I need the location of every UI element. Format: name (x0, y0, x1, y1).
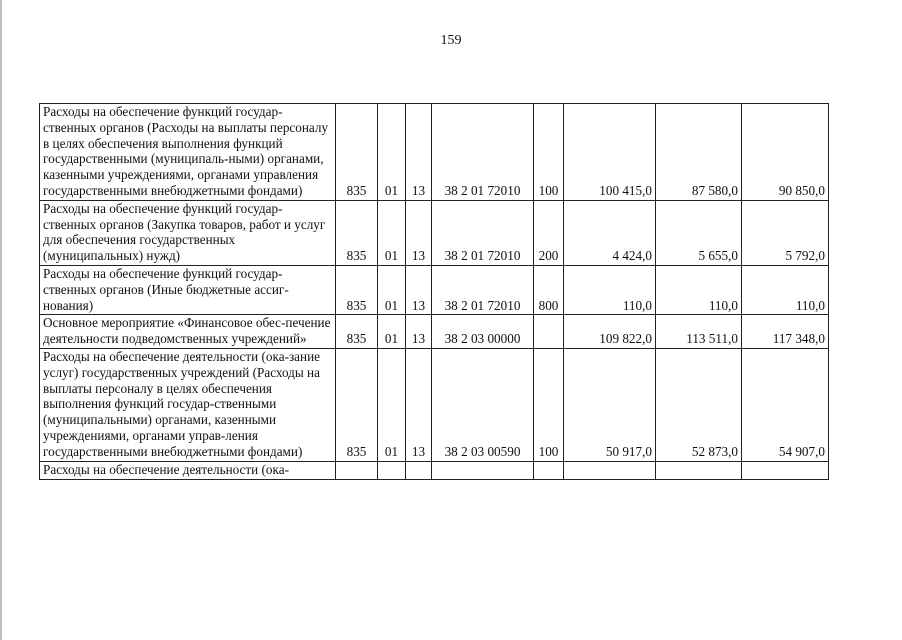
year1-amount-cell (564, 461, 656, 479)
table-row (40, 104, 829, 201)
grbs-cell: 835 (336, 104, 378, 201)
row-description: Расходы на обеспечение деятельности (ока-зание услуг) государственных учреждений (Расходы на выплаты персоналу в целях обеспечения выполнения функций государ-ственными (муниципальными) органами, казенными учреждениями, органами управ-ления государственными внебюджетными фондами) (40, 348, 336, 461)
grbs-cell: 835 (336, 348, 378, 461)
table-row (40, 348, 829, 461)
target-article-cell: 38 2 03 00000 (432, 315, 534, 349)
expense-type-cell (534, 461, 564, 479)
grbs-cell: 835 (336, 315, 378, 349)
year2-amount-cell: 87 580,0 (656, 104, 742, 201)
page-number: 159 (440, 33, 462, 48)
target-article-cell (432, 461, 534, 479)
grbs-cell: 835 (336, 265, 378, 314)
section-cell: 01 (378, 348, 406, 461)
year3-amount-cell (742, 461, 829, 479)
year1-amount-cell: 50 917,0 (564, 348, 656, 461)
row-description: Расходы на обеспечение функций государ-ственных органов (Расходы на выплаты персоналу в целях обеспечения выполнения функций государственными (муниципаль-ными) органами, казенными учреждениями, органами управления государственными внебюджетными фондами) (40, 104, 336, 201)
target-article-cell: 38 2 03 00590 (432, 348, 534, 461)
year3-amount-cell: 117 348,0 (742, 315, 829, 349)
target-article-cell: 38 2 01 72010 (432, 104, 534, 201)
year2-amount-cell: 110,0 (656, 265, 742, 314)
year3-amount-cell: 110,0 (742, 265, 829, 314)
subsection-cell: 13 (406, 265, 432, 314)
expense-type-cell: 100 (534, 104, 564, 201)
grbs-cell: 835 (336, 200, 378, 265)
year2-amount-cell: 5 655,0 (656, 200, 742, 265)
budget-table (39, 103, 829, 480)
expense-type-cell: 100 (534, 348, 564, 461)
expense-type-cell (534, 315, 564, 349)
scan-left-edge (0, 0, 2, 640)
table-row (40, 315, 829, 349)
expense-type-cell: 800 (534, 265, 564, 314)
row-description: Расходы на обеспечение деятельности (ока- (40, 461, 336, 479)
year1-amount-cell: 4 424,0 (564, 200, 656, 265)
target-article-cell: 38 2 01 72010 (432, 265, 534, 314)
row-description: Основное мероприятие «Финансовое обес-печение деятельности подведомственных учреждений» (40, 315, 336, 349)
expense-type-cell: 200 (534, 200, 564, 265)
subsection-cell: 13 (406, 315, 432, 349)
target-article-cell: 38 2 01 72010 (432, 200, 534, 265)
row-description: Расходы на обеспечение функций государ-ственных органов (Иные бюджетные ассиг-нования) (40, 265, 336, 314)
subsection-cell: 13 (406, 104, 432, 201)
year1-amount-cell: 100 415,0 (564, 104, 656, 201)
section-cell: 01 (378, 315, 406, 349)
year1-amount-cell: 109 822,0 (564, 315, 656, 349)
grbs-cell (336, 461, 378, 479)
table-row (40, 200, 829, 265)
year3-amount-cell: 54 907,0 (742, 348, 829, 461)
year2-amount-cell: 52 873,0 (656, 348, 742, 461)
year2-amount-cell (656, 461, 742, 479)
subsection-cell: 13 (406, 348, 432, 461)
section-cell: 01 (378, 200, 406, 265)
year1-amount-cell: 110,0 (564, 265, 656, 314)
year3-amount-cell: 90 850,0 (742, 104, 829, 201)
row-description: Расходы на обеспечение функций государ-ственных органов (Закупка товаров, работ и услуг для обеспечения государственных (муниципальных) нужд) (40, 200, 336, 265)
year3-amount-cell: 5 792,0 (742, 200, 829, 265)
subsection-cell (406, 461, 432, 479)
year2-amount-cell: 113 511,0 (656, 315, 742, 349)
section-cell: 01 (378, 265, 406, 314)
section-cell: 01 (378, 104, 406, 201)
table-row (40, 461, 829, 479)
subsection-cell: 13 (406, 200, 432, 265)
table-row (40, 265, 829, 314)
section-cell (378, 461, 406, 479)
